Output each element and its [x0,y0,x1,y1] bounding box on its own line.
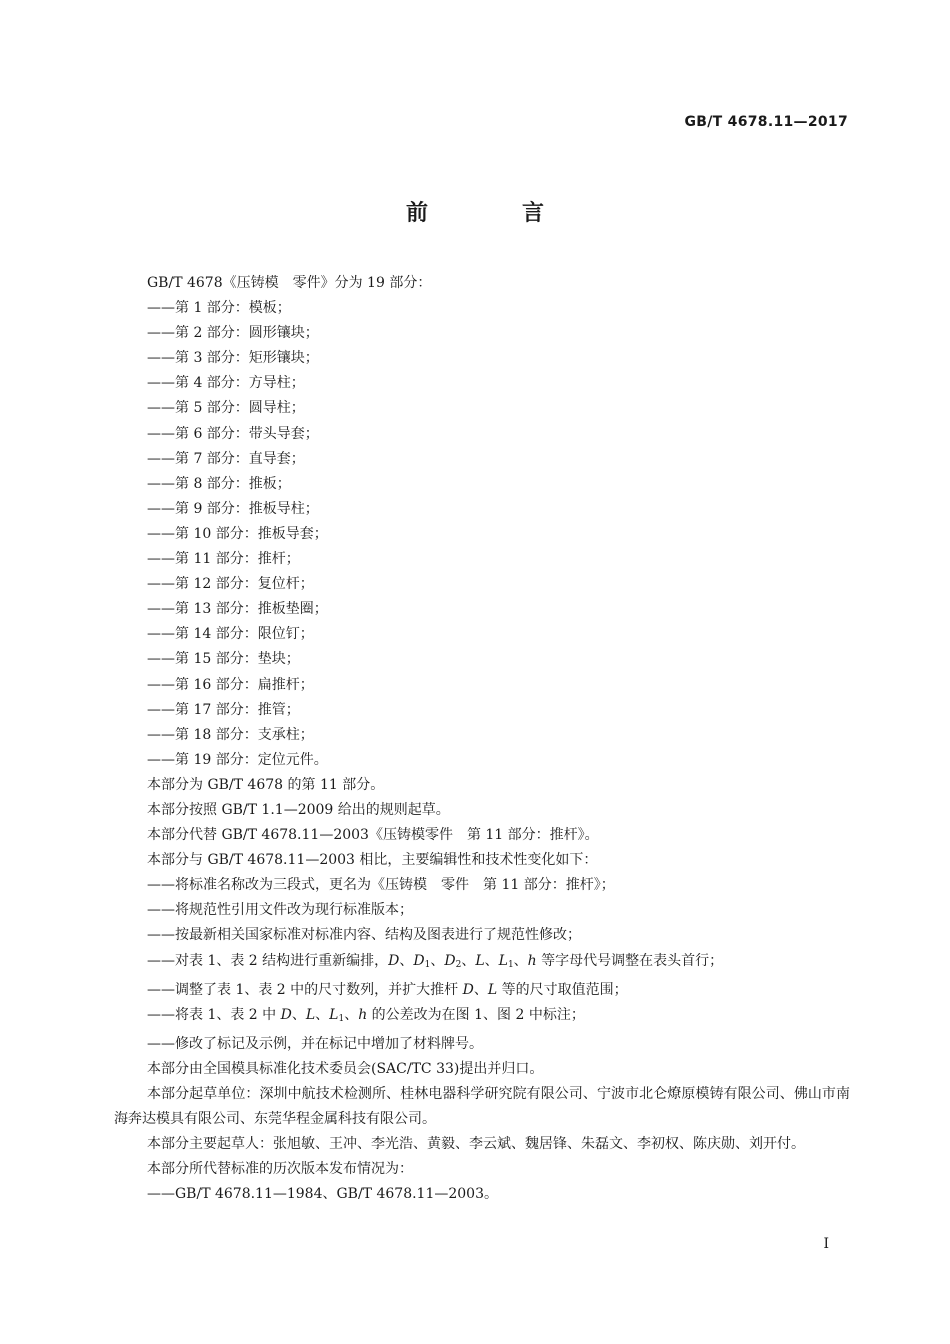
part-item: ——第 3 部分：矩形镶块； [147,350,319,367]
part-item: ——第 6 部分：带头导套； [147,425,319,442]
statement-part: 本部分为 GB/T 4678 的第 11 部分。 [147,776,385,793]
statement-units: 本部分起草单位：深圳中航技术检测所、桂林电器科学研究院有限公司、宁波市北仑燎原模铸有限公司、佛山市南海奔达模具有限公司、东莞华程金属科技有限公司。 [114,1086,850,1128]
part-item: ——第 10 部分：推板导套； [147,525,328,542]
part-item: ——第 5 部分：圆导柱； [147,400,305,417]
part-item: ——第 8 部分：推板； [147,475,291,492]
change-item: ——对表 1、表 2 结构进行重新编排，D、$D_1$、$D_2$、L、$L_1$、h 等字母代号调整在表头首行； [147,952,724,970]
change-item: ——按最新相关国家标准对标准内容、结构及图表进行了规范性修改； [147,927,581,944]
change-item: ——将标准名称改为三段式，更名为《压铸模 零件 第 11 部分：推杆》； [147,877,615,894]
part-item: ——第 18 部分：支承柱； [147,726,314,743]
part-item: ——第 11 部分：推杆； [147,551,300,568]
change-item: ——将表 1、表 2 中 D、L、$L_1$、h 的公差改为在图 1、图 2 中标注； [147,1006,585,1024]
change-item: ——调整了表 1、表 2 中的尺寸数列，并扩大推杆 D、L 等的尺寸取值范围； [147,981,628,998]
part-item: ——第 12 部分：复位杆； [147,576,314,593]
change-item: ——修改了标记及示例，并在标记中增加了材料牌号。 [147,1035,483,1052]
statement-rules: 本部分按照 GB/T 1.1—2009 给出的规则起草。 [147,801,450,818]
document-body [114,271,850,1207]
part-item: ——第 4 部分：方导柱； [147,375,305,392]
part-item: ——第 19 部分：定位元件。 [147,751,328,768]
part-item: ——第 16 部分：扁推杆； [147,676,314,693]
statement-history: 本部分所代替标准的历次版本发布情况为： [147,1161,413,1178]
part-item: ——第 15 部分：垫块； [147,651,300,668]
standard-code: GB/T 4678.11—2017 [684,114,848,130]
statement-committee: 本部分由全国模具标准化技术委员会(SAC/TC 33)提出并归口。 [147,1060,544,1077]
statement-drafters: 本部分主要起草人：张旭敏、王冲、李光浩、黄毅、李云斌、魏居锋、朱磊文、李初权、陈庆勋、刘开付。 [147,1136,805,1153]
change-item: ——将规范性引用文件改为现行标准版本； [147,902,413,919]
part-item: ——第 14 部分：限位钉； [147,626,314,643]
statement-compare: 本部分与 GB/T 4678.11—2003 相比，主要编辑性和技术性变化如下： [147,852,598,869]
part-item: ——第 9 部分：推板导柱； [147,500,319,517]
part-item: ——第 2 部分：圆形镶块； [147,325,319,342]
part-item: ——第 17 部分：推管； [147,701,300,718]
page-number: I [823,1236,829,1252]
part-item: ——第 1 部分：模板； [147,300,291,317]
parts-list [114,296,850,773]
intro-line: GB/T 4678《压铸模 零件》分为 19 部分： [147,275,432,291]
page-title: 前 言 [405,201,580,226]
part-item: ——第 13 部分：推板垫圈； [147,601,328,618]
statement-replace: 本部分代替 GB/T 4678.11—2003《压铸模零件 第 11 部分：推杆》。 [147,827,599,844]
part-item: ——第 7 部分：直导套； [147,450,305,467]
history-item: ——GB/T 4678.11—1984、GB/T 4678.11—2003。 [147,1186,498,1203]
